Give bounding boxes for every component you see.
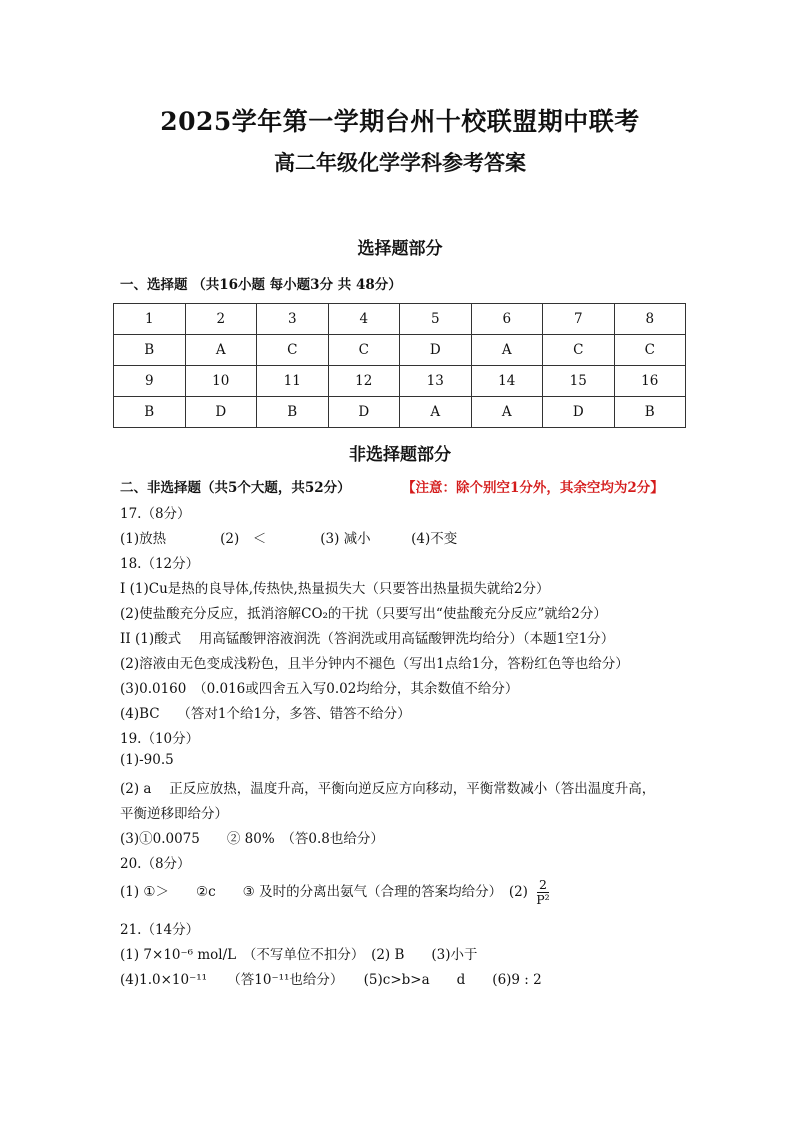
question-number-cell: 5	[400, 304, 472, 335]
answer-cell: A	[471, 335, 543, 366]
answer-table	[113, 303, 686, 428]
scoring-note: 【注意：除个别空1分外，其余空均为2分】	[402, 480, 664, 496]
question-number-cell: 9	[114, 366, 186, 397]
answer-cell: B	[114, 397, 186, 428]
q17-header: 17.（8分）	[120, 506, 191, 522]
answer-cell: A	[400, 397, 472, 428]
q20-answers	[120, 878, 552, 907]
question-number-cell: 16	[614, 366, 686, 397]
part-heading-nonchoice: 二、非选择题（共5个大题，共52分）	[120, 480, 351, 496]
question-number-cell: 6	[471, 304, 543, 335]
q21-answers-1: (1) 7×10⁻⁶ mol/L （不写单位不扣分） (2) B (3)小于	[120, 947, 478, 963]
q20-fraction	[534, 878, 551, 907]
q19-answer-2: (2) a 正反应放热，温度升高，平衡向逆反应方向移动，平衡常数减小（答出温度升高，	[120, 781, 656, 797]
section-heading-choice: 选择题部分	[357, 239, 443, 259]
answer-cell: B	[614, 397, 686, 428]
answer-cell: B	[114, 335, 186, 366]
q18-part2-1: II (1)酸式 用高锰酸钾溶液润洗（答润洗或用高锰酸钾洗均给分）（本题1空1分）	[120, 631, 615, 647]
question-number-cell: 14	[471, 366, 543, 397]
answer-cell: C	[543, 335, 615, 366]
q18-part2-4: (4)BC （答对1个给1分，多答、错答不给分）	[120, 706, 411, 722]
q18-header: 18.（12分）	[120, 556, 200, 572]
answer-cell: B	[257, 397, 329, 428]
answer-row	[114, 335, 686, 366]
q19-answer-2-cont: 平衡逆移即给分）	[120, 806, 228, 822]
question-number-cell: 1	[114, 304, 186, 335]
answer-cell: A	[185, 335, 257, 366]
question-number-cell: 4	[328, 304, 400, 335]
answer-cell: A	[471, 397, 543, 428]
q18-part1-2: (2)使盐酸充分反应，抵消溶解CO₂的干扰（只要写出“使盐酸充分反应”就给2分）	[120, 606, 607, 622]
q18-part2-2: (2)溶液由无色变成浅粉色，且半分钟内不褪色（写出1点给1分，答粉红色等也给分）	[120, 656, 629, 672]
section-heading-nonchoice: 非选择题部分	[349, 445, 451, 465]
question-number-cell: 2	[185, 304, 257, 335]
question-number-row	[114, 366, 686, 397]
question-number-row	[114, 304, 686, 335]
question-number-cell: 8	[614, 304, 686, 335]
q18-part1-1: I (1)Cu是热的良导体,传热快,热量损失大（只要答出热量损失就给2分）	[120, 581, 550, 597]
part-heading-choice: 一、选择题 （共16小题 每小题3分 共 48分）	[120, 277, 402, 293]
q21-answers-2: (4)1.0×10⁻¹¹ （答10⁻¹¹也给分） (5)c>b>a d (6)9 : 2	[120, 972, 542, 988]
answer-row	[114, 397, 686, 428]
fraction-numerator: 2	[538, 877, 547, 892]
fraction-denominator: P²	[536, 892, 550, 907]
answer-cell: C	[614, 335, 686, 366]
q19-answer-1: (1)-90.5	[120, 752, 174, 768]
q20-header: 20.（8分）	[120, 856, 191, 872]
question-number-cell: 13	[400, 366, 472, 397]
q18-part2-3: (3)0.0160 （0.016或四舍五入写0.02均给分，其余数值不给分）	[120, 681, 519, 697]
answer-cell: D	[328, 397, 400, 428]
answer-cell: C	[328, 335, 400, 366]
q17-answers: (1)放热 (2) ＜ (3) 减小 (4)不变	[120, 531, 458, 547]
q19-header: 19.（10分）	[120, 731, 200, 747]
answer-cell: D	[185, 397, 257, 428]
question-number-cell: 10	[185, 366, 257, 397]
answer-cell: D	[543, 397, 615, 428]
question-number-cell: 3	[257, 304, 329, 335]
question-number-cell: 11	[257, 366, 329, 397]
q19-answer-3: (3)①0.0075 ② 80% （答0.8也给分）	[120, 831, 384, 847]
question-number-cell: 15	[543, 366, 615, 397]
answer-cell: D	[400, 335, 472, 366]
document-subtitle: 高二年级化学学科参考答案	[274, 150, 526, 175]
q21-header: 21.（14分）	[120, 922, 200, 938]
question-number-cell: 7	[543, 304, 615, 335]
q20-answers-text: (1) ①＞ ②c ③ 及时的分离出氨气（合理的答案均给分） (2)	[120, 884, 528, 900]
question-number-cell: 12	[328, 366, 400, 397]
answer-cell: C	[257, 335, 329, 366]
document-title: 2025学年第一学期台州十校联盟期中联考	[160, 107, 640, 136]
